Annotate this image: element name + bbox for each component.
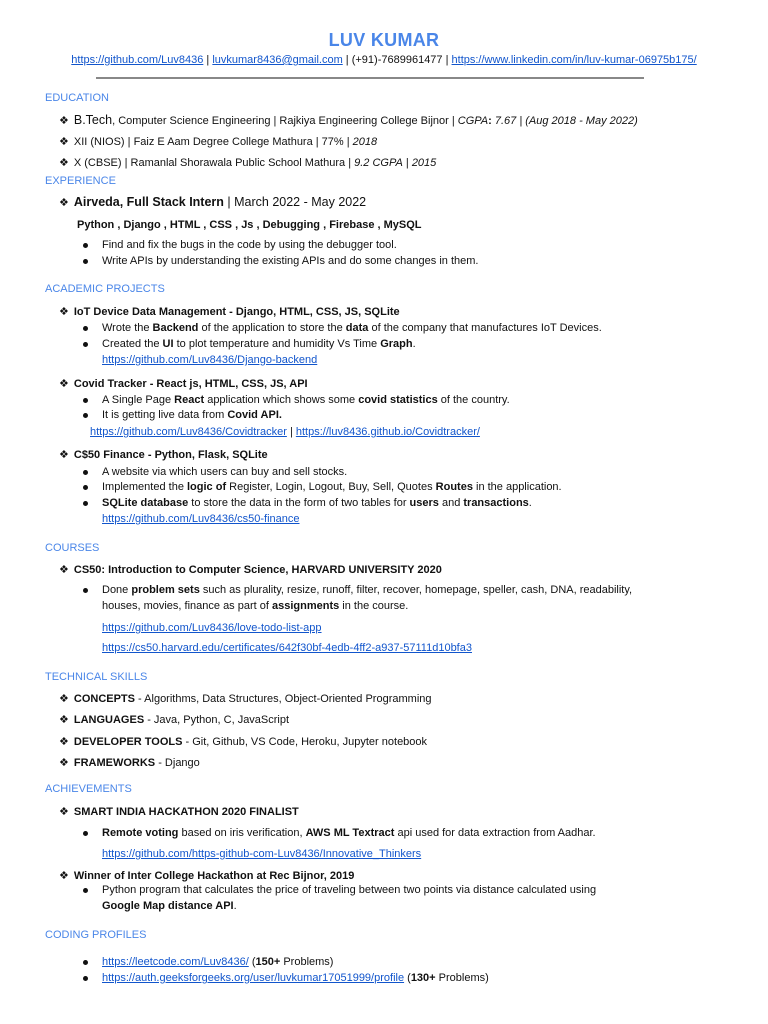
diamond-bullet-icon: ❖ [59, 564, 69, 576]
phone-number: (+91)-7689961477 [351, 54, 443, 66]
course-bullet: Done problem sets such as plurality, resize, runoff, filter, recover, homepage, speller, cash, DNA, readability, [102, 584, 633, 596]
experience-bullet: Find and fix the bugs in the code by using the debugger tool. [102, 239, 397, 251]
diamond-bullet-icon: ❖ [59, 197, 69, 209]
header-divider [96, 77, 644, 79]
coding-profile-gfg: https://auth.geeksforgeeks.org/user/luvkumar17051999/profile (130+ Problems) [102, 972, 489, 984]
diamond-bullet-icon: ❖ [59, 378, 69, 390]
project-cs50finance-heading: ❖ C$50 Finance - Python, Flask, SQLite [59, 449, 268, 461]
separator: | [206, 54, 213, 66]
project-cs50finance-bullet: Implemented the logic of Register, Login, Logout, Buy, Sell, Quotes Routes in the application. [102, 481, 562, 493]
diamond-bullet-icon: ❖ [59, 714, 69, 726]
diamond-bullet-icon: ❖ [59, 806, 69, 818]
project-covid-links: https://github.com/Luv8436/Covidtracker | https://luv8436.github.io/Covidtracker/ [90, 426, 480, 438]
separator: | [345, 54, 352, 66]
education-btech: ❖ B.Tech, Computer Science Engineering | Rajkiya Engineering College Bijnor | CGPA: 7.67 | (Aug 2018 - May 2022) [59, 113, 638, 127]
section-projects-title: ACADEMIC PROJECTS [45, 283, 165, 295]
project-cs50finance-link[interactable]: https://github.com/Luv8436/cs50-finance [102, 513, 300, 525]
skills-languages: ❖ LANGUAGES - Java, Python, C, JavaScript [59, 714, 290, 726]
section-experience-title: EXPERIENCE [45, 175, 116, 187]
project-covid-site-link[interactable]: https://luv8436.github.io/Covidtracker/ [295, 426, 480, 438]
candidate-name: LUV KUMAR [328, 30, 440, 50]
diamond-bullet-icon: ❖ [59, 157, 69, 169]
section-achievements-title: ACHIEVEMENTS [45, 783, 132, 795]
diamond-bullet-icon: ❖ [59, 757, 69, 769]
project-iot-bullet: Created the UI to plot temperature and humidity Vs Time Graph. [102, 338, 416, 350]
project-iot-heading: ❖ IoT Device Data Management - Django, HTML, CSS, JS, SQLite [59, 306, 400, 318]
course-bullet-continued: houses, movies, finance as part of assignments in the course. [102, 600, 409, 612]
project-cs50finance-bullet: A website via which users can buy and sell stocks. [102, 466, 348, 478]
achievement-sih-link[interactable]: https://github.com/https-github-com-Luv8436/Innovative_Thinkers [102, 848, 422, 860]
project-covid-bullet: It is getting live data from Covid API. [102, 409, 282, 421]
diamond-bullet-icon: ❖ [59, 115, 69, 127]
experience-role: ❖ Airveda, Full Stack Intern | March 2022 - May 2022 [59, 195, 367, 209]
diamond-bullet-icon: ❖ [59, 736, 69, 748]
geeksforgeeks-link[interactable]: https://auth.geeksforgeeks.org/user/luvkumar17051999/profile [102, 972, 405, 984]
github-link[interactable]: https://github.com/Luv8436 [71, 54, 204, 66]
diamond-bullet-icon: ❖ [59, 870, 69, 882]
separator: | [445, 54, 452, 66]
linkedin-link[interactable]: https://www.linkedin.com/in/luv-kumar-06975b175/ [451, 54, 697, 66]
education-xii: ❖ XII (NIOS) | Faiz E Aam Degree College Mathura | 77% | 2018 [59, 136, 378, 148]
achievement-rec-bullet-continued: Google Map distance API. [102, 900, 237, 912]
course-certificate-link[interactable]: https://cs50.harvard.edu/certificates/642f30bf-4edb-4ff2-a937-57111d10bfa3 [102, 642, 472, 654]
leetcode-link[interactable]: https://leetcode.com/Luv8436/ [102, 956, 249, 968]
achievement-rec-heading: ❖ Winner of Inter College Hackathon at Rec Bijnor, 2019 [59, 870, 355, 882]
project-iot-bullet: Wrote the Backend of the application to store the data of the company that manufactures IoT Devices. [102, 322, 602, 334]
achievement-rec-bullet: Python program that calculates the price of traveling between two points via distance calculated using [102, 884, 597, 896]
section-coding-title: CODING PROFILES [45, 929, 147, 941]
diamond-bullet-icon: ❖ [59, 449, 69, 461]
email-link[interactable]: luvkumar8436@gmail.com [212, 54, 343, 66]
diamond-bullet-icon: ❖ [59, 136, 69, 148]
project-iot-link[interactable]: https://github.com/Luv8436/Django-backend [102, 354, 318, 366]
course-todo-link[interactable]: https://github.com/Luv8436/love-todo-list-app [102, 622, 322, 634]
section-education-title: EDUCATION [45, 92, 109, 104]
diamond-bullet-icon: ❖ [59, 306, 69, 318]
skills-developer-tools: ❖ DEVELOPER TOOLS - Git, Github, VS Code, Heroku, Jupyter notebook [59, 736, 428, 748]
achievement-sih-bullet: Remote voting based on iris verification, AWS ML Textract api used for data extraction from Aadhar. [102, 827, 596, 839]
section-skills-title: TECHNICAL SKILLS [45, 671, 148, 683]
education-x: ❖ X (CBSE) | Ramanlal Shorawala Public School Mathura | 9.2 CGPA | 2015 [59, 157, 437, 169]
skills-concepts: ❖ CONCEPTS - Algorithms, Data Structures, Object-Oriented Programming [59, 693, 432, 705]
experience-skills: Python , Django , HTML , CSS , Js , Debugging , Firebase , MySQL [77, 219, 422, 231]
project-covid-bullet: A Single Page React application which shows some covid statistics of the country. [102, 394, 510, 406]
course-heading: ❖ CS50: Introduction to Computer Science, HARVARD UNIVERSITY 2020 [59, 564, 442, 576]
skills-frameworks: ❖ FRAMEWORKS - Django [59, 757, 200, 769]
contact-line [0, 54, 768, 66]
project-covid-repo-link[interactable]: https://github.com/Luv8436/Covidtracker [90, 426, 287, 438]
coding-profile-leetcode: https://leetcode.com/Luv8436/ (150+ Problems) [102, 956, 334, 968]
section-courses-title: COURSES [45, 542, 100, 554]
diamond-bullet-icon: ❖ [59, 693, 69, 705]
achievement-sih-heading: ❖ SMART INDIA HACKATHON 2020 FINALIST [59, 806, 299, 818]
experience-bullet: Write APIs by understanding the existing APIs and do some changes in them. [102, 255, 479, 267]
project-covid-heading: ❖ Covid Tracker - React js, HTML, CSS, JS, API [59, 378, 308, 390]
project-cs50finance-bullet: SQLite database to store the data in the form of two tables for users and transactions. [102, 497, 532, 509]
